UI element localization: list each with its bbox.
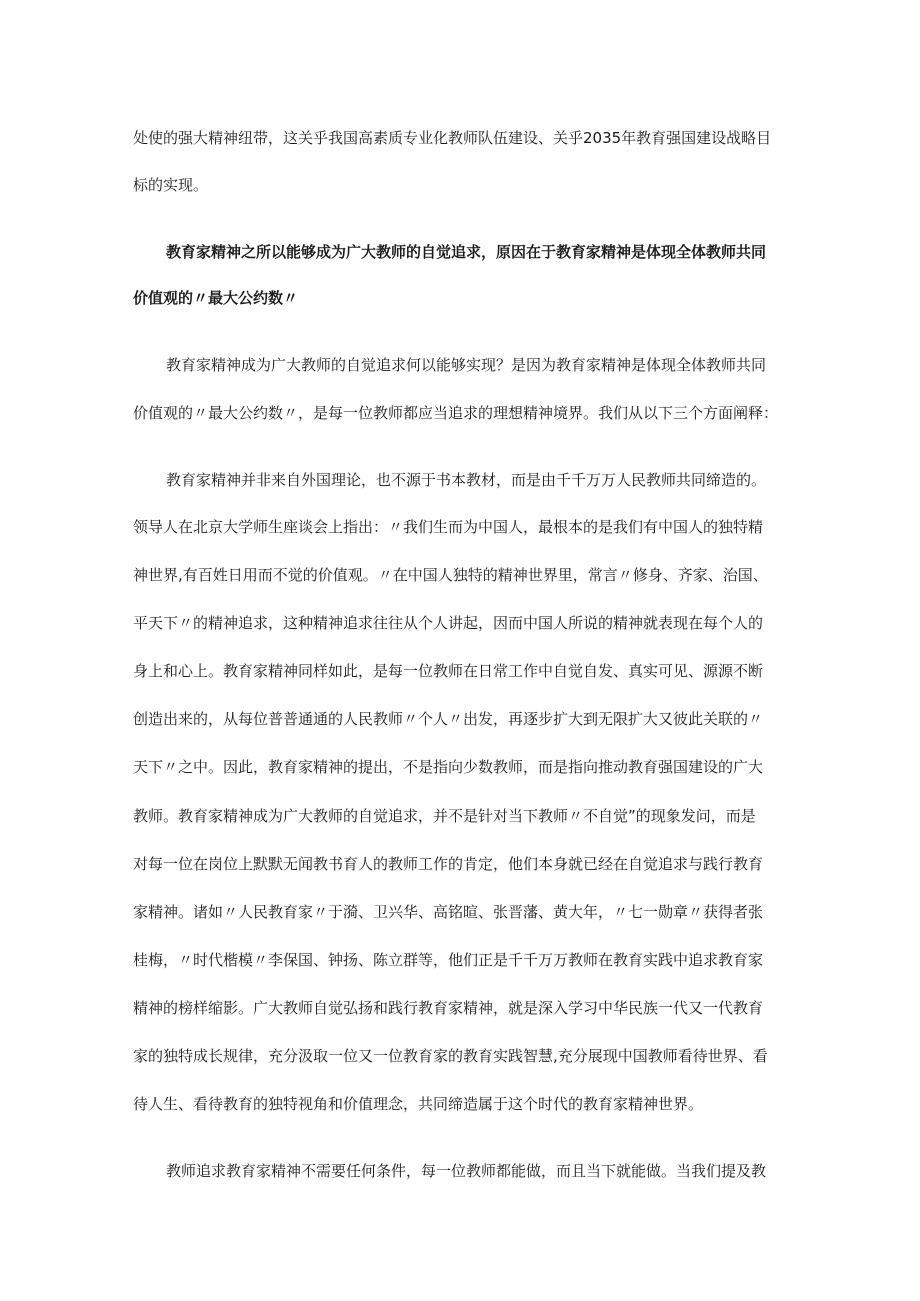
paragraph-3-line-9: 对每一位在岗位上默默无闻教书育人的教师工作的肯定，他们本身就已经在自觉追求与践行教育 <box>133 855 764 873</box>
paragraph-2-line-2: 价值观的〃最大公约数〃，是每一位教师都应当追求的理想精神境界。我们从以下三个方面阐释： <box>133 404 779 422</box>
paragraph-3-line-13: 家的独特成长规律，充分汲取一位又一位教育家的教育实践智慧,充分展现中国教师看待世界、看 <box>133 1047 768 1065</box>
paragraph-4-line-1: 教师追求教育家精神不需要任何条件，每一位教师都能做，而且当下就能做。当我们提及教 <box>166 1162 767 1180</box>
paragraph-3-line-11: 桂梅，〃时代楷模〃李保国、钟扬、陈立群等，他们正是千千万万教师在教育实践中追求教育家 <box>133 951 764 969</box>
paragraph-3-line-8: 教师。教育家精神成为广大教师的自觉追求，并不是针对当下教师〃不自觉”的现象发问，而是 <box>133 807 756 825</box>
paragraph-3-line-2: 领导人在北京大学师生座谈会上指出：〃我们生而为中国人，最根本的是我们有中国人的独特精 <box>133 518 764 536</box>
section-heading-line-1: 教育家精神之所以能够成为广大教师的自觉追求，原因在于教育家精神是体现全体教师共同 <box>166 243 767 261</box>
paragraph-3-line-5: 身上和心上。教育家精神同样如此，是每一位教师在日常工作中自觉自发、真实可见、源源不断 <box>133 662 764 680</box>
paragraph-3-line-14: 待人生、看待教育的独特视角和价值理念，共同缔造属于这个时代的教育家精神世界。 <box>133 1095 704 1113</box>
paragraph-3-line-3: 神世界,有百姓日用而不觉的价值观。〃在中国人独特的精神世界里，常言〃修身、齐家、治国、 <box>133 566 768 584</box>
section-heading-line-2: 价值观的〃最大公约数〃 <box>133 289 299 307</box>
paragraph-2-line-1: 教育家精神成为广大教师的自觉追求何以能够实现？是因为教育家精神是体现全体教师共同 <box>166 356 767 374</box>
paragraph-3-line-12: 精神的榜样缩影。广大教师自觉弘扬和践行教育家精神，就是深入学习中华民族一代又一代教育 <box>133 999 764 1017</box>
paragraph-3-line-6: 创造出来的，从每位普普通通的人民教师〃个人〃出发，再逐步扩大到无限扩大又彼此关联的〃 <box>133 710 764 728</box>
paragraph-3-line-4: 平天下〃的精神追求，这种精神追求往往从个人讲起，因而中国人所说的精神就表现在每个人的 <box>133 614 764 632</box>
paragraph-1-line-2: 标的实现。 <box>133 176 209 194</box>
paragraph-3-line-1: 教育家精神并非来自外国理论，也不源于书本教材，而是由千千万万人民教师共同缔造的。 <box>166 471 767 489</box>
paragraph-3-line-10: 家精神。诸如〃人民教育家〃于漪、卫兴华、高铭暄、张晋藩、黄大年，〃七一勋章〃获得者张 <box>133 903 764 921</box>
paragraph-3-line-7: 天下〃之中。因此，教育家精神的提出，不是指向少数教师，而是指向推动教育强国建设的广大 <box>133 758 764 776</box>
paragraph-1-line-1: 处使的强大精神纽带，这关乎我国高素质专业化教师队伍建设、关乎2035年教育强国建设战略目 <box>133 129 772 147</box>
